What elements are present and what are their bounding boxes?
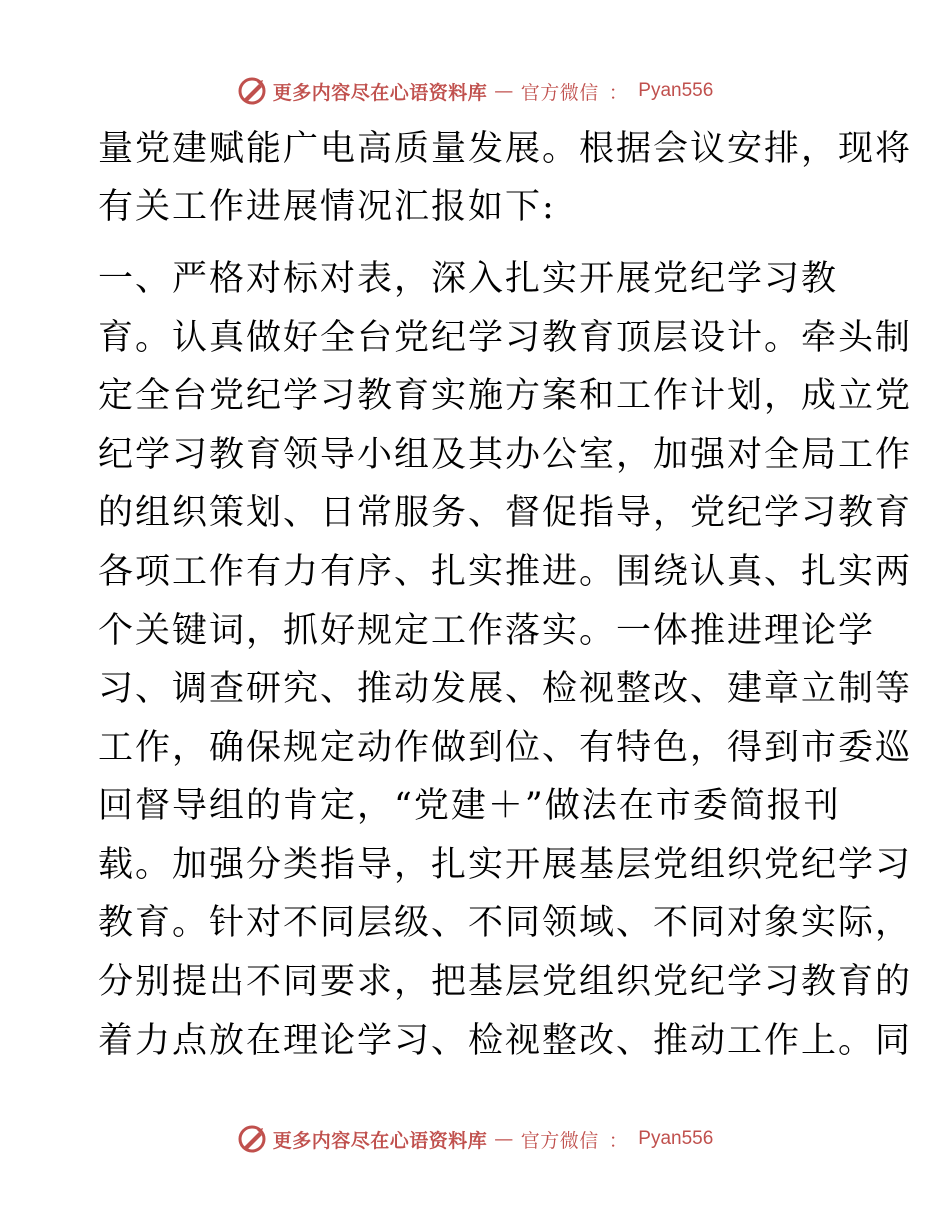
- watermark-dash: —: [494, 1128, 514, 1150]
- text-line-9: 个关键词，抓好规定工作落实。一体推进理论学: [98, 611, 876, 651]
- text-line-14: 教育。针对不同层级、不同领域、不同对象实际，: [98, 903, 913, 943]
- text-line-7: 的组织策划、日常服务、督促指导，党纪学习教育: [98, 493, 913, 533]
- text-line-13: 载。加强分类指导，扎实开展基层党组织党纪学习: [98, 845, 913, 885]
- text-line-1: 量党建赋能广电高质量发展。根据会议安排，现将: [98, 129, 913, 169]
- section-heading-line-1: 一、严格对标对表，深入扎实开展党纪学习教: [98, 259, 839, 299]
- watermark-separator: ：: [608, 81, 629, 104]
- watermark-wechat-label: 官方微信: [520, 1129, 599, 1152]
- watermark-wechat-label: 官方微信: [520, 81, 599, 104]
- text-line-5: 定全台党纪学习教育实施方案和工作计划，成立党: [98, 376, 913, 416]
- quill-pen-logo-icon: [237, 1124, 267, 1154]
- watermark-brand-text: 更多内容尽在心语资料库: [272, 1129, 488, 1152]
- text-line-15: 分别提出不同要求，把基层党组织党纪学习教育的: [98, 962, 913, 1002]
- text-line-10: 习、调查研究、推动发展、检视整改、建章立制等: [98, 669, 913, 709]
- text-line-16: 着力点放在理论学习、检视整改、推动工作上。同: [98, 1021, 913, 1061]
- text-line-11: 工作，确保规定动作做到位、有特色，得到市委巡: [98, 728, 913, 768]
- watermark-separator: ：: [608, 1129, 629, 1152]
- text-line-8: 各项工作有力有序、扎实推进。围绕认真、扎实两: [98, 552, 913, 592]
- text-line-6: 纪学习教育领导小组及其办公室，加强对全局工作: [98, 435, 913, 475]
- footer-watermark: [0, 1124, 950, 1154]
- watermark-wechat-id: Pyan556: [638, 80, 714, 101]
- text-line-2: 有关工作进展情况汇报如下:: [98, 187, 556, 227]
- watermark-dash: —: [494, 80, 514, 102]
- text-line-12: 回督导组的肯定，“党建＋”做法在市委简报刊: [98, 786, 841, 826]
- watermark-brand-text: 更多内容尽在心语资料库: [272, 81, 488, 104]
- watermark-wechat-id: Pyan556: [638, 1128, 714, 1149]
- text-line-4: 育。认真做好全台党纪学习教育顶层设计。牵头制: [98, 318, 913, 358]
